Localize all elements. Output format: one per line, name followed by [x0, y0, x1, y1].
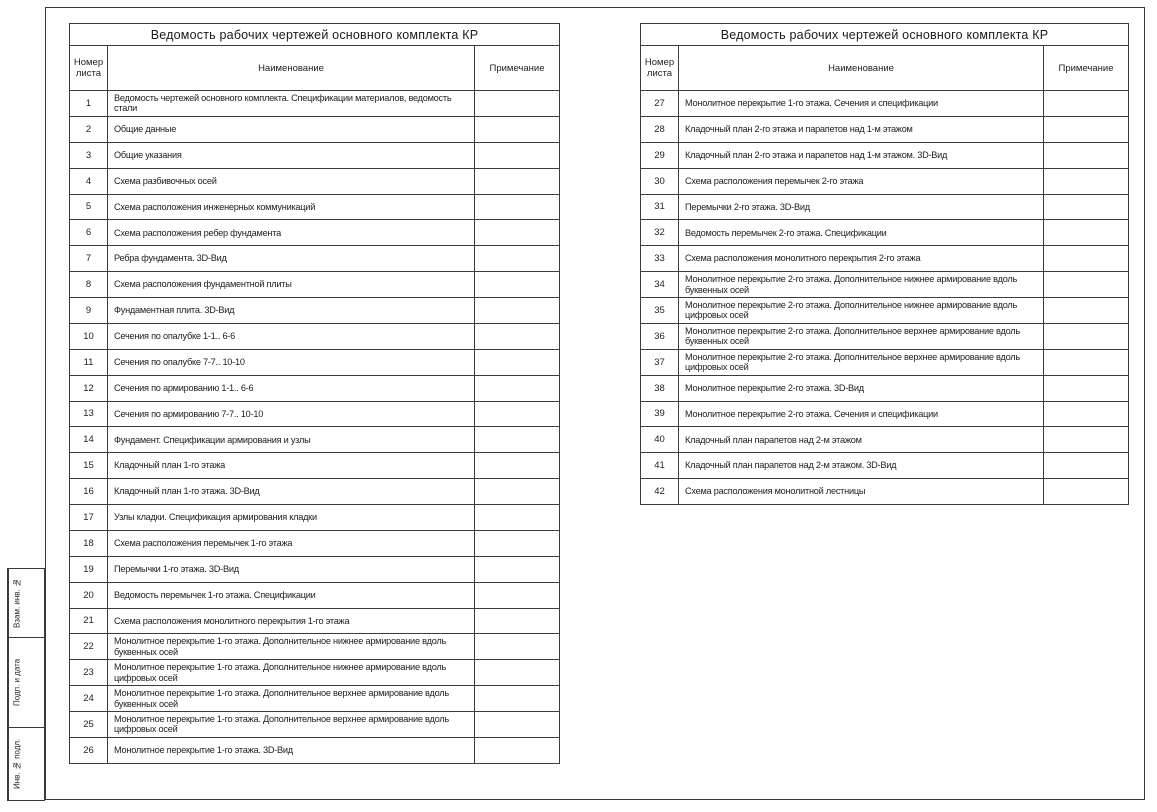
sheet-number-cell: 37 [641, 349, 679, 375]
table-row [641, 323, 1129, 349]
table-row [641, 272, 1129, 298]
sheet-number-cell: 16 [70, 479, 108, 505]
sheet-number-cell: 41 [641, 453, 679, 479]
stamp-column [7, 568, 45, 801]
table-row [70, 453, 560, 479]
sheet-number-cell: 12 [70, 375, 108, 401]
note-cell [475, 375, 560, 401]
table-row [641, 427, 1129, 453]
drawing-name-cell: Фундамент. Спецификации армирования и узлы [108, 427, 475, 453]
note-cell [1044, 427, 1129, 453]
drawing-name-cell: Схема расположения ребер фундамента [108, 220, 475, 246]
table-title: Ведомость рабочих чертежей основного комплекта КР [70, 24, 560, 46]
sheet-number-cell: 28 [641, 116, 679, 142]
sheet-number-cell: 2 [70, 116, 108, 142]
table-row [70, 220, 560, 246]
drawing-name-cell: Монолитное перекрытие 1-го этажа. Дополнительное верхнее армирование вдоль цифровых осей [108, 712, 475, 738]
note-cell [475, 556, 560, 582]
table-row [641, 91, 1129, 117]
note-cell [475, 91, 560, 117]
drawing-name-cell: Монолитное перекрытие 2-го этажа. Сечения и спецификации [679, 401, 1044, 427]
drawing-name-cell: Монолитное перекрытие 2-го этажа. 3D-Вид [679, 375, 1044, 401]
drawing-name-cell: Схема расположения инженерных коммуникаций [108, 194, 475, 220]
sheet-number-cell: 19 [70, 556, 108, 582]
drawing-register-table-2 [640, 23, 1129, 505]
sheet-number-cell: 22 [70, 634, 108, 660]
drawing-name-cell: Монолитное перекрытие 2-го этажа. Дополнительное нижнее армирование вдоль цифровых осей [679, 298, 1044, 324]
drawing-name-cell: Монолитное перекрытие 1-го этажа. Дополнительное нижнее армирование вдоль буквенных осей [108, 634, 475, 660]
table-row [641, 194, 1129, 220]
stamp-blank [25, 569, 44, 637]
table-row [70, 375, 560, 401]
drawing-name-cell: Монолитное перекрытие 1-го этажа. Дополнительное верхнее армирование вдоль буквенных осей [108, 686, 475, 712]
note-cell [1044, 375, 1129, 401]
table-row [70, 116, 560, 142]
note-cell [475, 220, 560, 246]
table-row [70, 91, 560, 117]
sheet-number-cell: 42 [641, 479, 679, 505]
sheet-number-cell: 26 [70, 737, 108, 763]
drawing-name-cell: Сечения по армированию 7-7.. 10-10 [108, 401, 475, 427]
drawing-name-cell: Кладочный план 1-го этажа. 3D-Вид [108, 479, 475, 505]
note-cell [1044, 142, 1129, 168]
sheet-number-cell: 38 [641, 375, 679, 401]
table-row [641, 453, 1129, 479]
drawing-register-table-1 [69, 23, 560, 764]
table-row [641, 349, 1129, 375]
table-row [70, 660, 560, 686]
drawing-name-cell: Монолитное перекрытие 2-го этажа. Дополнительное верхнее армирование вдоль буквенных осей [679, 323, 1044, 349]
table-row [70, 298, 560, 324]
sheet-number-cell: 40 [641, 427, 679, 453]
sheet-number-cell: 7 [70, 246, 108, 272]
note-cell [475, 608, 560, 634]
table-row [641, 142, 1129, 168]
drawing-name-cell: Перемычки 2-го этажа. 3D-Вид [679, 194, 1044, 220]
note-cell [1044, 401, 1129, 427]
sheet-number-cell: 14 [70, 427, 108, 453]
note-cell [1044, 220, 1129, 246]
note-cell [1044, 246, 1129, 272]
drawing-name-cell: Монолитное перекрытие 1-го этажа. Дополнительное нижнее армирование вдоль цифровых осей [108, 660, 475, 686]
stamp-blank [25, 728, 44, 800]
drawing-name-cell: Сечения по опалубке 7-7.. 10-10 [108, 349, 475, 375]
sheet-number-cell: 33 [641, 246, 679, 272]
table-row [641, 375, 1129, 401]
note-cell [1044, 298, 1129, 324]
stamp-label-podp: Подп. и дата [8, 638, 25, 727]
stamp-label-vzam: Взам. инв. № [8, 569, 25, 637]
sheet-number-cell: 6 [70, 220, 108, 246]
note-cell [1044, 323, 1129, 349]
table-row [70, 194, 560, 220]
sheet-number-cell: 30 [641, 168, 679, 194]
drawing-name-cell: Ведомость перемычек 1-го этажа. Спецификации [108, 582, 475, 608]
drawing-name-cell: Схема расположения перемычек 2-го этажа [679, 168, 1044, 194]
table-row [70, 737, 560, 763]
sheet-number-cell: 27 [641, 91, 679, 117]
table-row [70, 556, 560, 582]
table-row [641, 401, 1129, 427]
note-cell [1044, 168, 1129, 194]
drawing-name-cell: Монолитное перекрытие 2-го этажа. Дополнительное верхнее армирование вдоль цифровых осей [679, 349, 1044, 375]
note-cell [1044, 116, 1129, 142]
table-row [70, 712, 560, 738]
note-cell [475, 272, 560, 298]
note-cell [1044, 349, 1129, 375]
column-header-sheet-number: Номер листа [641, 46, 679, 91]
drawing-name-cell: Схема расположения монолитного перекрытия 1-го этажа [108, 608, 475, 634]
drawing-name-cell: Кладочный план 1-го этажа [108, 453, 475, 479]
drawing-name-cell: Монолитное перекрытие 1-го этажа. Сечения и спецификации [679, 91, 1044, 117]
drawing-name-cell: Ведомость чертежей основного комплекта. Спецификации материалов, ведомость стали [108, 91, 475, 117]
table-row [641, 246, 1129, 272]
drawing-name-cell: Кладочный план 2-го этажа и парапетов над 1-м этажом. 3D-Вид [679, 142, 1044, 168]
note-cell [475, 634, 560, 660]
note-cell [1044, 272, 1129, 298]
table-row [70, 272, 560, 298]
table-row [641, 220, 1129, 246]
note-cell [475, 530, 560, 556]
table-row [70, 323, 560, 349]
drawing-name-cell: Схема расположения монолитного перекрытия 2-го этажа [679, 246, 1044, 272]
note-cell [475, 427, 560, 453]
table-row [70, 142, 560, 168]
drawing-name-cell: Фундаментная плита. 3D-Вид [108, 298, 475, 324]
sheet-number-cell: 29 [641, 142, 679, 168]
sheet-number-cell: 8 [70, 272, 108, 298]
note-cell [475, 479, 560, 505]
note-cell [475, 453, 560, 479]
table-row [641, 168, 1129, 194]
sheet-number-cell: 31 [641, 194, 679, 220]
note-cell [475, 323, 560, 349]
sheet-number-cell: 35 [641, 298, 679, 324]
table-row [70, 530, 560, 556]
note-cell [475, 737, 560, 763]
note-cell [475, 246, 560, 272]
drawing-name-cell: Кладочный план парапетов над 2-м этажом [679, 427, 1044, 453]
sheet-number-cell: 36 [641, 323, 679, 349]
note-cell [1044, 194, 1129, 220]
note-cell [1044, 479, 1129, 505]
note-cell [1044, 453, 1129, 479]
sheet-number-cell: 34 [641, 272, 679, 298]
sheet-number-cell: 20 [70, 582, 108, 608]
note-cell [475, 582, 560, 608]
note-cell [475, 505, 560, 531]
drawing-name-cell: Сечения по армированию 1-1.. 6-6 [108, 375, 475, 401]
sheet-number-cell: 32 [641, 220, 679, 246]
sheet-number-cell: 1 [70, 91, 108, 117]
column-header-name: Наименование [679, 46, 1044, 91]
table-row [70, 686, 560, 712]
table-row [70, 634, 560, 660]
table-row [70, 349, 560, 375]
sheet-number-cell: 39 [641, 401, 679, 427]
stamp-blank [25, 638, 44, 727]
note-cell [1044, 91, 1129, 117]
table-row [641, 479, 1129, 505]
sheet-number-cell: 23 [70, 660, 108, 686]
note-cell [475, 712, 560, 738]
column-header-name: Наименование [108, 46, 475, 91]
note-cell [475, 298, 560, 324]
sheet-number-cell: 13 [70, 401, 108, 427]
drawing-name-cell: Схема расположения монолитной лестницы [679, 479, 1044, 505]
note-cell [475, 401, 560, 427]
drawing-name-cell: Ребра фундамента. 3D-Вид [108, 246, 475, 272]
drawing-name-cell: Кладочный план парапетов над 2-м этажом. 3D-Вид [679, 453, 1044, 479]
stamp-cell-podp [7, 637, 45, 727]
table-row [70, 401, 560, 427]
note-cell [475, 349, 560, 375]
stamp-cell-vzam [7, 568, 45, 637]
sheet-number-cell: 24 [70, 686, 108, 712]
drawing-name-cell: Схема расположения перемычек 1-го этажа [108, 530, 475, 556]
column-header-note: Примечание [1044, 46, 1129, 91]
table-row [70, 582, 560, 608]
table-row [70, 479, 560, 505]
table-row [70, 505, 560, 531]
drawing-name-cell: Схема разбивочных осей [108, 168, 475, 194]
stamp-label-inv: Инв. № подл. [8, 728, 25, 800]
drawing-name-cell: Узлы кладки. Спецификация армирования кладки [108, 505, 475, 531]
note-cell [475, 142, 560, 168]
stamp-cell-inv [7, 727, 45, 801]
drawing-name-cell: Перемычки 1-го этажа. 3D-Вид [108, 556, 475, 582]
sheet-number-cell: 17 [70, 505, 108, 531]
sheet-number-cell: 4 [70, 168, 108, 194]
sheet-number-cell: 9 [70, 298, 108, 324]
sheet-number-cell: 25 [70, 712, 108, 738]
sheet-number-cell: 18 [70, 530, 108, 556]
note-cell [475, 116, 560, 142]
table-row [641, 298, 1129, 324]
drawing-name-cell: Схема расположения фундаментной плиты [108, 272, 475, 298]
drawing-name-cell: Монолитное перекрытие 2-го этажа. Дополнительное нижнее армирование вдоль буквенных осей [679, 272, 1044, 298]
note-cell [475, 194, 560, 220]
note-cell [475, 168, 560, 194]
sheet-number-cell: 5 [70, 194, 108, 220]
sheet-number-cell: 3 [70, 142, 108, 168]
sheet-number-cell: 11 [70, 349, 108, 375]
drawing-name-cell: Общие указания [108, 142, 475, 168]
drawing-name-cell: Сечения по опалубке 1-1.. 6-6 [108, 323, 475, 349]
note-cell [475, 660, 560, 686]
column-header-note: Примечание [475, 46, 560, 91]
drawing-name-cell: Монолитное перекрытие 1-го этажа. 3D-Вид [108, 737, 475, 763]
drawing-name-cell: Кладочный план 2-го этажа и парапетов над 1-м этажом [679, 116, 1044, 142]
table-row [70, 608, 560, 634]
sheet-number-cell: 15 [70, 453, 108, 479]
table-row [70, 168, 560, 194]
table-row [70, 427, 560, 453]
column-header-sheet-number: Номер листа [70, 46, 108, 91]
table-title: Ведомость рабочих чертежей основного комплекта КР [641, 24, 1129, 46]
drawing-name-cell: Ведомость перемычек 2-го этажа. Спецификации [679, 220, 1044, 246]
drawing-name-cell: Общие данные [108, 116, 475, 142]
table-row [70, 246, 560, 272]
table-row [641, 116, 1129, 142]
sheet-number-cell: 10 [70, 323, 108, 349]
note-cell [475, 686, 560, 712]
sheet-number-cell: 21 [70, 608, 108, 634]
